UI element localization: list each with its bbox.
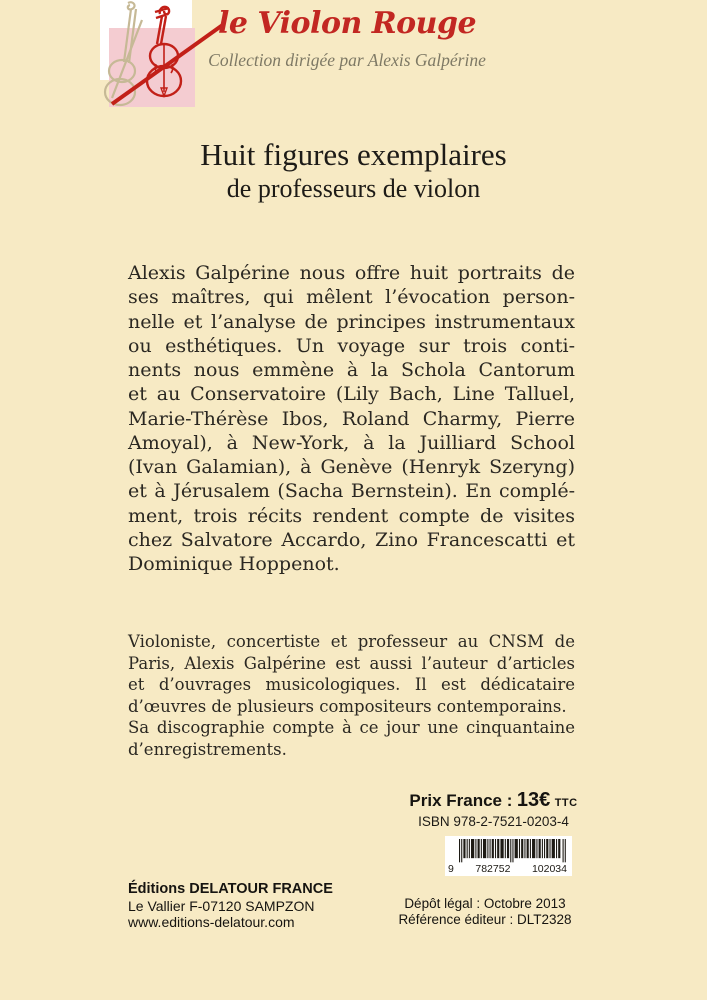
barcode-bars (459, 839, 568, 864)
price-france (396, 789, 591, 812)
bio-line: d’œuvres de plusieurs compositeurs contemporains. (128, 696, 567, 716)
author-bio-paragraph (128, 631, 575, 761)
publisher-address: Le Vallier F-07120 SAMPZON (128, 897, 315, 914)
series-subtitle: Collection dirigée par Alexis Galpérine (208, 50, 486, 70)
price-label: Prix France : (409, 791, 513, 810)
bio-line: et d’ouvrages musicologiques. Il est dédicataire (128, 675, 575, 695)
series-title: le Violon Rouge (217, 6, 477, 41)
ean-barcode (445, 836, 572, 876)
publisher-website: www.editions-delatour.com (128, 914, 295, 930)
book-title: Huit figures exemplaires (200, 137, 507, 172)
synopsis-line: Amoyal), à New-York, à la Juilliard School (128, 431, 575, 454)
bio-line: Sa discographie compte à ce jour une cinquantaine (128, 718, 575, 738)
synopsis-line: et à Jérusalem (Sacha Bernstein). En complé- (128, 480, 575, 503)
synopsis-line: nents nous emmène à la Schola Cantorum (128, 359, 575, 381)
barcode-digits-group2: 102034 (531, 863, 567, 875)
synopsis-line: et au Conservatoire (Lily Bach, Line Talluel, (128, 383, 575, 406)
bio-line: d’enregistrements. (128, 739, 287, 759)
bio-line: Paris, Alexis Galpérine est aussi l’auteur d’articles (128, 653, 575, 673)
publisher-name: Éditions DELATOUR FRANCE (128, 881, 333, 897)
synopsis-line: Alexis Galpérine nous offre huit portraits de (128, 262, 575, 284)
barcode-digits-group1: 782752 (475, 863, 511, 875)
synopsis-line: (Ivan Galamian), à Genève (Henryk Szeryng) (128, 456, 575, 478)
synopsis-line: nelle et l’analyse de principes instrumentaux (128, 310, 575, 333)
isbn-text: ISBN 978-2-7521-0203-4 (418, 814, 569, 829)
price-value: 13€ (516, 789, 551, 811)
barcode-digits (447, 863, 568, 875)
barcode-digit-first: 9 (448, 863, 454, 875)
price-tax-suffix: TTC (554, 797, 578, 809)
synopsis-line: Dominique Hoppenot. (128, 553, 340, 575)
legal-block (380, 896, 590, 928)
publisher-block (128, 881, 333, 931)
deposit-legal: Dépôt légal : Octobre 2013 (404, 896, 566, 911)
synopsis-line: ou esthétiques. Un voyage sur trois conti- (128, 334, 575, 357)
synopsis-paragraph (128, 261, 575, 576)
synopsis-line: Marie-Thérèse Ibos, Roland Charmy, Pierre (128, 407, 575, 430)
synopsis-line: ment, trois récits rendent compte de visites (128, 504, 575, 527)
editor-reference: Référence éditeur : DLT2328 (398, 912, 572, 927)
synopsis-line: ses maîtres, qui mêlent l’évocation person- (128, 286, 575, 309)
book-subtitle: de professeurs de violon (226, 174, 481, 203)
synopsis-line: chez Salvatore Accardo, Zino Francescatti et (128, 528, 575, 551)
bio-line: Violoniste, concertiste et professeur au CNSM de (128, 632, 575, 651)
